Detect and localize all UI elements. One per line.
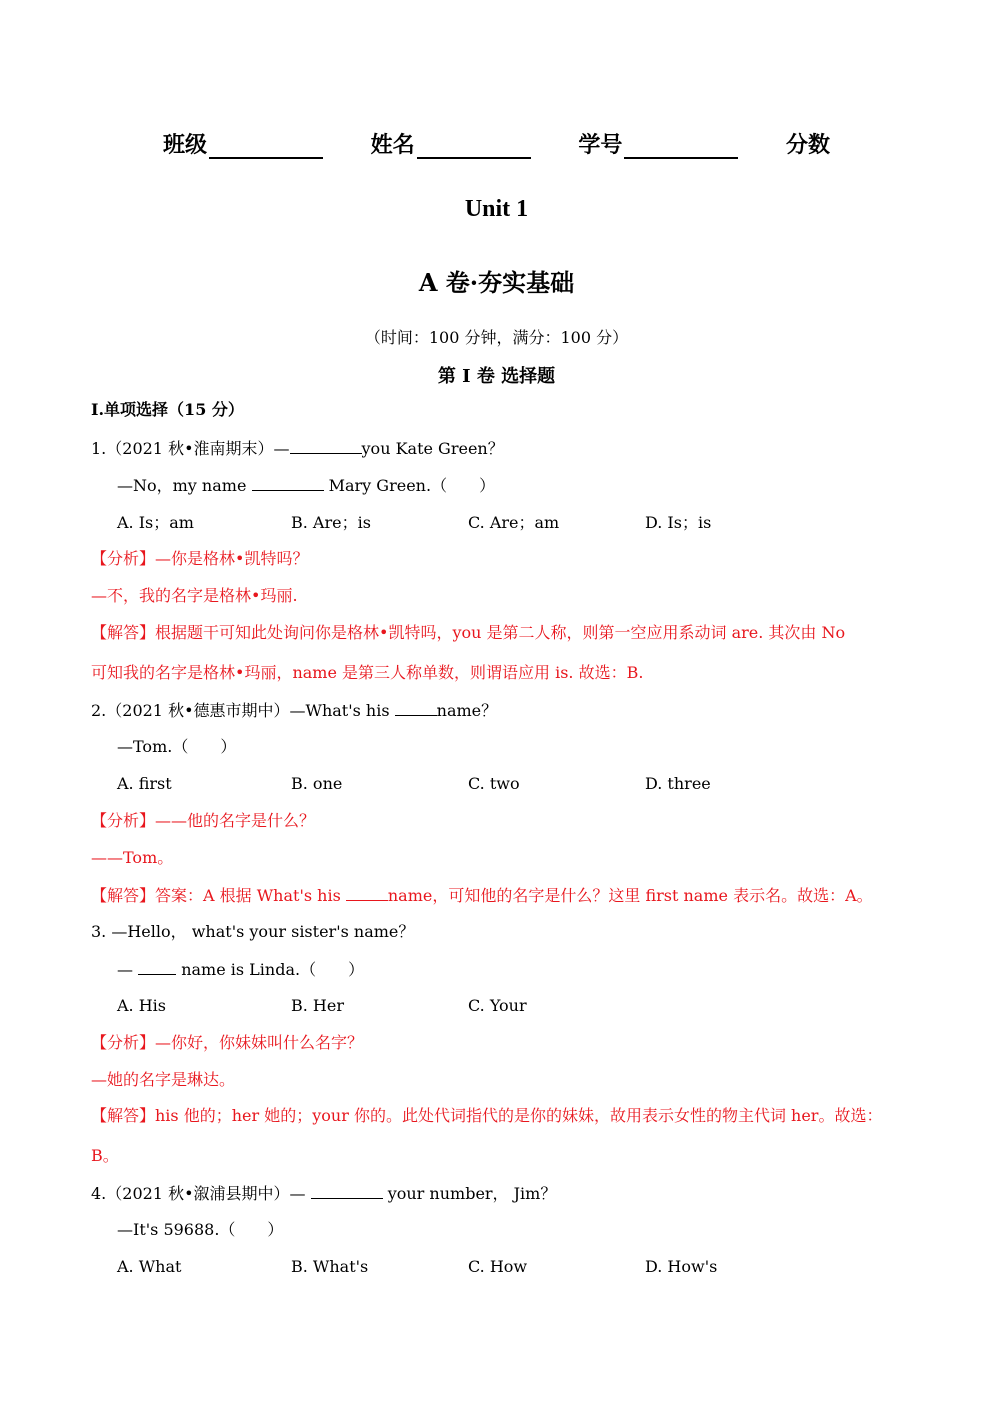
paper-title: A 卷·夯实基础 [418,268,575,297]
q3-analysis-1: 【分析】—你好，你妹妹叫什么名字？ [91,1033,364,1052]
q3-response: — name is Linda.（ ） [117,960,365,979]
score-field [786,128,830,159]
q2-answer: 【解答】答案：A 根据 What's his name，可知他的名字是什么？这里 first name 表示名。故选：A。 [91,886,873,905]
q1-analysis-2: —不，我的名字是格林•玛丽. [91,586,298,605]
name-blank[interactable] [417,133,531,159]
student-info-header [0,128,993,159]
section-title: I.单项选择（15 分） [91,400,244,419]
q2-analysis-2: ——Tom。 [91,848,174,867]
q4-option-c[interactable]: C. How [468,1257,528,1276]
score-label: 分数 [786,132,831,158]
q1-option-b[interactable]: B. Are；is [291,513,371,532]
q1-blank-2[interactable] [252,475,324,491]
q3-option-c[interactable]: C. Your [468,996,527,1015]
id-blank[interactable] [624,133,738,159]
q4-option-a[interactable]: A. What [117,1257,182,1276]
q2-option-d[interactable]: D. three [645,774,711,793]
class-field[interactable] [163,128,323,159]
q2-answer-blank [346,885,388,901]
q1-option-a[interactable]: A. Is；am [117,513,194,532]
name-label: 姓名 [370,132,415,158]
q2-option-a[interactable]: A. first [117,774,172,793]
q3-stem: 3. —Hello， what's your sister's name？ [91,922,415,941]
q4-option-d[interactable]: D. How's [645,1257,718,1276]
volume-title: 第 I 卷 选择题 [437,366,556,387]
unit-title: Unit 1 [464,196,529,222]
q1-blank-1[interactable] [290,438,362,454]
q4-option-b[interactable]: B. What's [291,1257,369,1276]
q3-answer-2: B。 [91,1146,119,1165]
q1-option-c[interactable]: C. Are；am [468,513,560,532]
q4-response: —It's 59688.（ ） [117,1220,284,1239]
q1-analysis-1: 【分析】—你是格林•凯特吗？ [91,549,309,568]
q3-option-a[interactable]: A. His [117,996,167,1015]
id-field[interactable] [578,128,738,159]
class-blank[interactable] [209,133,323,159]
id-label: 学号 [578,132,623,158]
q1-answer-2: 可知我的名字是格林•玛丽，name 是第三人称单数，则谓语应用 is. 故选：B. [91,663,644,682]
q2-blank[interactable] [395,700,437,716]
q2-analysis-1: 【分析】——他的名字是什么？ [91,811,316,830]
q1-stem: 1.（2021 秋•淮南期末）— you Kate Green？ [91,439,504,458]
q2-option-c[interactable]: C. two [468,774,520,793]
time-note: （时间：100 分钟，满分：100 分） [364,328,629,347]
q2-response: —Tom.（ ） [117,737,237,756]
q1-response: —No，my name Mary Green.（ ） [117,476,496,495]
q1-option-d[interactable]: D. Is；is [645,513,712,532]
q3-answer-1: 【解答】his 他的；her 她的；your 你的。此处代词指代的是你的妹妹，故用表示女性的物主代词 her。故选： [91,1106,883,1125]
q2-option-b[interactable]: B. one [291,774,343,793]
class-label: 班级 [162,132,207,158]
q3-blank[interactable] [138,959,176,975]
name-field[interactable] [371,128,531,159]
q3-analysis-2: —她的名字是琳达。 [91,1070,236,1089]
q4-stem: 4.（2021 秋•溆浦县期中）— your number， Jim？ [91,1184,557,1203]
q2-stem: 2.（2021 秋•德惠市期中）—What's his name？ [91,701,498,720]
q3-option-b[interactable]: B. Her [291,996,344,1015]
q1-answer-1: 【解答】根据题干可知此处询问你是格林•凯特吗，you 是第二人称，则第一空应用系动词 are. 其次由 No [91,623,846,642]
q4-blank[interactable] [311,1183,383,1199]
